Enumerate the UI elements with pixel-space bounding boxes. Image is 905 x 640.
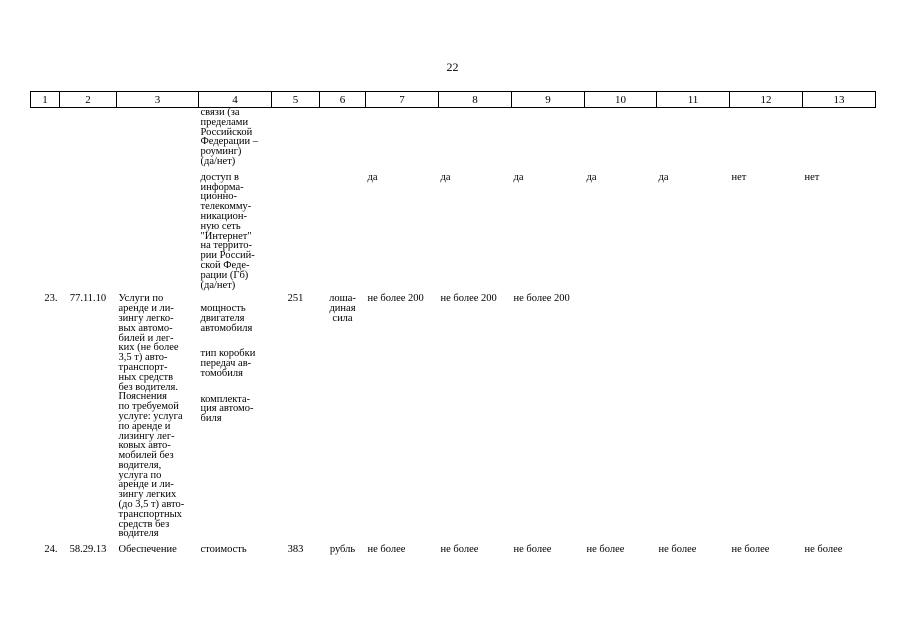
value-cell: не более 200 xyxy=(440,293,497,305)
okpd-code: 77.11.10 xyxy=(69,293,107,305)
table-row xyxy=(31,545,876,555)
header-row xyxy=(31,92,876,108)
column-header: 8 xyxy=(439,92,512,108)
column-header: 13 xyxy=(803,92,876,108)
value-cell: не более xyxy=(367,544,406,556)
characteristic-cell: комплекта- ция автомо- биля xyxy=(200,393,254,425)
okei-code: 251 xyxy=(287,293,304,305)
row-number: 24. xyxy=(44,544,58,556)
column-header: 9 xyxy=(512,92,585,108)
value-cell: не более xyxy=(731,544,770,556)
characteristic-cell: тип коробки передач ав- томобиля xyxy=(200,348,256,379)
value-cell: да xyxy=(586,171,597,183)
column-header: 12 xyxy=(730,92,803,108)
value-cell: не более xyxy=(513,544,552,556)
column-header: 10 xyxy=(585,92,657,108)
column-header: 3 xyxy=(117,92,199,108)
service-name: Услуги по аренде и ли- зингу легко- вых автомо- билей и лег- ких (не более 3,5 т) авто- транспорт- ных средств без водителя. Пояснения по требуемой услуге: услуга по аренде и лизингу лег- ковых авто- мобилей без водителя, услуга по аренде и ли- зингу легких (до 3,5 т) авто- транспортных средств без водителя xyxy=(118,293,185,540)
requirements-table xyxy=(30,91,876,555)
value-cell: не более 200 xyxy=(513,293,570,305)
column-header: 5 xyxy=(272,92,320,108)
table-row xyxy=(31,294,876,545)
value-cell: да xyxy=(367,171,378,183)
value-cell: не более xyxy=(804,544,843,556)
value-cell: не более xyxy=(658,544,697,556)
page-number: 22 xyxy=(446,60,459,74)
row-number: 23. xyxy=(44,293,58,305)
table-row xyxy=(31,173,876,295)
value-cell: нет xyxy=(804,171,820,183)
characteristic-cell: мощность двигателя автомобиля xyxy=(200,303,253,334)
okpd-code: 58.29.13 xyxy=(69,544,107,556)
value-cell: да xyxy=(658,171,669,183)
column-header: 1 xyxy=(31,92,60,108)
characteristic-cell: связи (за пределами Российской Федерации – роуминг) (да/нет) xyxy=(200,107,258,167)
column-header: 4 xyxy=(199,92,272,108)
value-cell: да xyxy=(440,171,451,183)
column-header: 11 xyxy=(657,92,730,108)
column-header: 2 xyxy=(60,92,117,108)
value-cell: не более xyxy=(586,544,625,556)
okei-code: 383 xyxy=(287,544,304,556)
unit-name: лоша- диная сила xyxy=(329,293,356,324)
column-header: 6 xyxy=(320,92,366,108)
value-cell: да xyxy=(513,171,524,183)
service-name: Обеспечение xyxy=(118,544,177,556)
table-row xyxy=(31,108,876,173)
column-header: 7 xyxy=(366,92,439,108)
value-cell: не более 200 xyxy=(367,293,424,305)
unit-name: рубль xyxy=(329,544,356,556)
value-cell: нет xyxy=(731,171,747,183)
characteristic-cell: стоимость xyxy=(200,544,247,556)
characteristic-cell: доступ в информа- ционно- телекомму- никацион- ную сеть "Интернет" на террито- рии Россий- ской Феде- рации (Гб) (да/нет) xyxy=(200,171,255,291)
value-cell: не более xyxy=(440,544,479,556)
